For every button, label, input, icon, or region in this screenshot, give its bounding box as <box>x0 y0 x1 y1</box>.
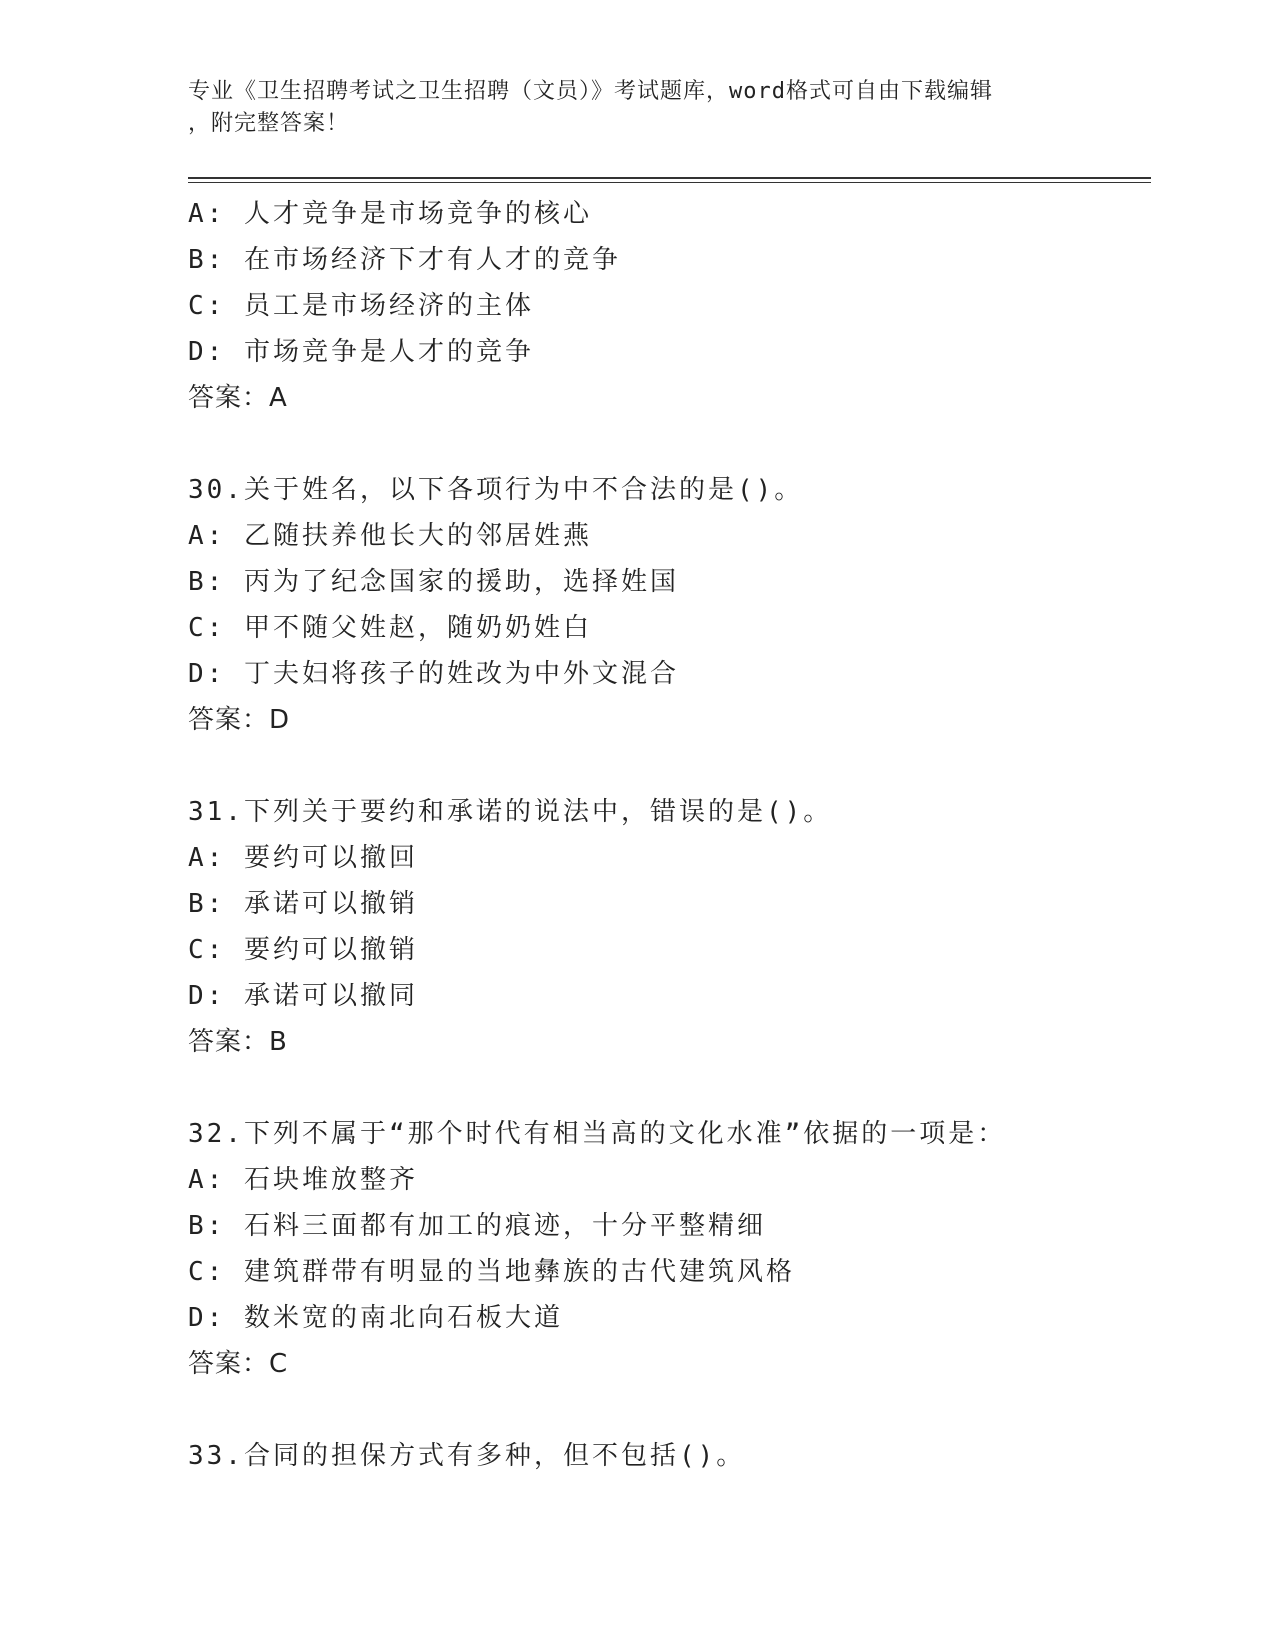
option-c: C: 建筑群带有明显的当地彝族的古代建筑风格 <box>188 1257 795 1287</box>
option-b: B: 承诺可以撤销 <box>188 889 418 919</box>
option-c: C: 要约可以撤销 <box>188 935 418 965</box>
answer: 答案：D <box>188 705 291 735</box>
answer: 答案：A <box>188 383 288 413</box>
option-a: A: 要约可以撤回 <box>188 843 418 873</box>
question-33 <box>188 1433 1148 1479</box>
document-header <box>188 76 1078 140</box>
question-stem: 31.下列关于要约和承诺的说法中，错误的是()。 <box>188 797 833 827</box>
option-d: D: 市场竞争是人才的竞争 <box>188 337 534 367</box>
option-d: D: 数米宽的南北向石板大道 <box>188 1303 563 1333</box>
header-divider-thick <box>188 177 1151 179</box>
option-c: C: 员工是市场经济的主体 <box>188 291 534 321</box>
option-d: D: 承诺可以撤同 <box>188 981 418 1011</box>
question-stem: 33.合同的担保方式有多种，但不包括()。 <box>188 1441 746 1471</box>
option-a: A: 石块堆放整齐 <box>188 1165 418 1195</box>
option-b: B: 在市场经济下才有人才的竞争 <box>188 245 621 275</box>
question-stem: 30.关于姓名，以下各项行为中不合法的是()。 <box>188 475 804 505</box>
option-a: A: 人才竞争是市场竞争的核心 <box>188 199 592 229</box>
header-line-2: ，附完整答案！ <box>188 111 350 136</box>
option-b: B: 丙为了纪念国家的援助，选择姓国 <box>188 567 679 597</box>
option-a: A: 乙随扶养他长大的邻居姓燕 <box>188 521 592 551</box>
question-30 <box>188 467 1148 743</box>
answer: 答案：C <box>188 1349 289 1379</box>
header-divider-thin <box>188 182 1151 183</box>
question-29 <box>188 191 1148 421</box>
option-d: D: 丁夫妇将孩子的姓改为中外文混合 <box>188 659 679 689</box>
question-31 <box>188 789 1148 1065</box>
answer: 答案：B <box>188 1027 288 1057</box>
question-32 <box>188 1111 1148 1387</box>
question-stem: 32.下列不属于“那个时代有相当高的文化水准”依据的一项是： <box>188 1119 1007 1149</box>
option-c: C: 甲不随父姓赵，随奶奶姓白 <box>188 613 592 643</box>
question-list <box>188 191 1148 1479</box>
option-b: B: 石料三面都有加工的痕迹，十分平整精细 <box>188 1211 766 1241</box>
header-line-1: 专业《卫生招聘考试之卫生招聘（文员）》考试题库，word格式可自由下载编辑 <box>188 79 993 104</box>
